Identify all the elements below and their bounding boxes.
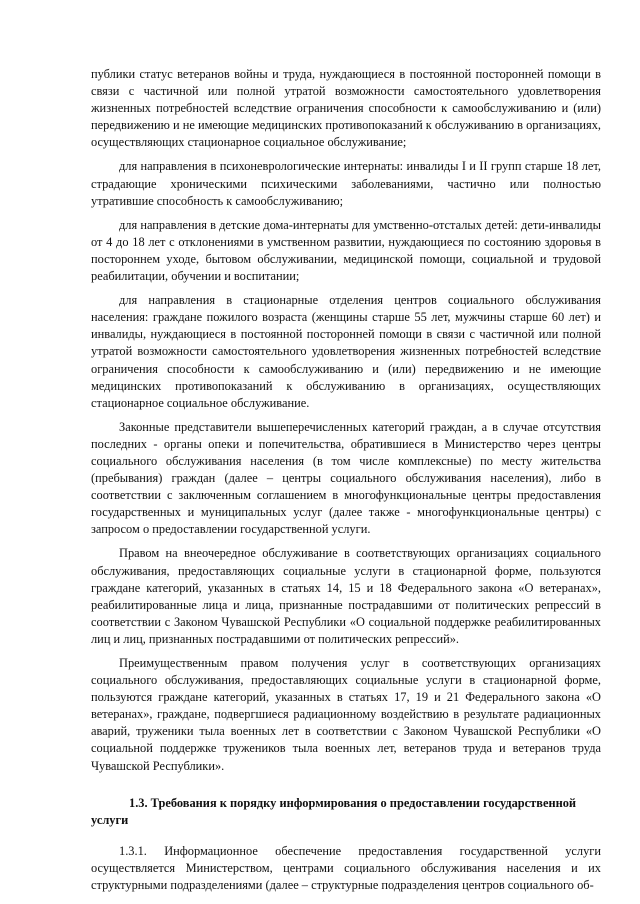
paragraph-psychoneuro-internats: для направления в психоневрологические интернаты: инвалиды I и II групп старше 18 лет, страдающие хроническими психическими заболеваниями, частично или полностью утратившие способность к самообслуживанию; xyxy=(91,159,601,208)
paragraph-priority-service: Правом на внеочередное обслуживание в соответствующих организациях социального обслуживания, предоставляющих социальные услуги в стационарной форме, пользуются граждане категорий, указанных в статьях 14, 15 и 18 Федерального закона «О ветеранах», реабилитированные лица и лица, признанные пострадавшими от политических репрессий в соответствии с Законом Чувашской Республики «О социальной поддержке реабилитированных лиц и лиц, признанных пострадавшими от политических репрессий». xyxy=(91,546,601,646)
paragraph-stationary-departments: для направления в стационарные отделения центров социального обслуживания населения: граждане пожилого возраста (женщины старше 55 лет, мужчины старше 60 лет) и инвалиды, нуждающиеся в постоянной посторонней помощи в связи с частичной или полной утратой возможности самостоятельного удовлетворения жизненных потребностей вследствие ограничения способности к самообслуживанию и (или) передвижению и не имеющие медицинских противопоказаний к обслуживанию в организациях, осуществляющих стационарное социальное обслуживание. xyxy=(91,293,601,410)
paragraph-legal-representatives: Законные представители вышеперечисленных категорий граждан, а в случае отсутствия последних - органы опеки и попечительства, обратившиеся в Министерство через центры социального обслуживания населения (в том числе комплексные) по месту жительства (пребывания) граждан (далее – центры социального обслуживания населения), либо в соответствии с заключенным соглашением в многофункциональные центры предоставления государственных и муниципальных услуг (далее также - многофункциональные центры) с запросом о предоставлении государственной услуги. xyxy=(91,419,601,537)
paragraph-children-internats: для направления в детские дома-интернаты для умственно-отсталых детей: дети-инвалиды от 4 до 18 лет с отклонениями в умственном развитии, нуждающиеся по состоянию здоровья в постороннем уходе, бытовом обслуживании, медицинской помощи, социальной и трудовой реабилитации, обучении и воспитании; xyxy=(91,217,601,284)
paragraph-continuation: публики статус ветеранов войны и труда, нуждающиеся в постоянной посторонней помощи в связи с частичной или полной утратой возможности самостоятельного удовлетворения жизненных потребностей вследствие ограничения способности к самообслуживанию и (или) передвижению и не имеющие медицинских противопоказаний к обслуживанию в организациях, осуществляющих стационарное социальное обслуживание; xyxy=(91,67,601,150)
paragraph-information-support: 1.3.1. Информационное обеспечение предоставления государственной услуги осуществляется Министерством, центрами социального обслуживания населения и их структурными подразделениями (далее – структурные подразделения центров социального об- xyxy=(91,843,601,893)
paragraph-preferential-right: Преимущественным правом получения услуг в соответствующих организациях социального обслуживания, предоставляющих социальные услуги в стационарной форме, пользуются граждане категорий, указанных в статьях 17, 19 и 21 Федерального закона «О ветеранах», граждане, подвергшиеся радиационному воздействию в результате радиационных аварий, труженики тыла военных лет в соответствии с Законом Чувашской Республики «О социальной поддержке тружеников тыла военных лет, ветеранов труда и ветеранов труда Чувашской Республики». xyxy=(91,656,601,773)
document-body xyxy=(91,66,601,894)
section-heading: 1.3. Требования к порядку информирования о предоставлении государственной услуги xyxy=(91,795,577,827)
